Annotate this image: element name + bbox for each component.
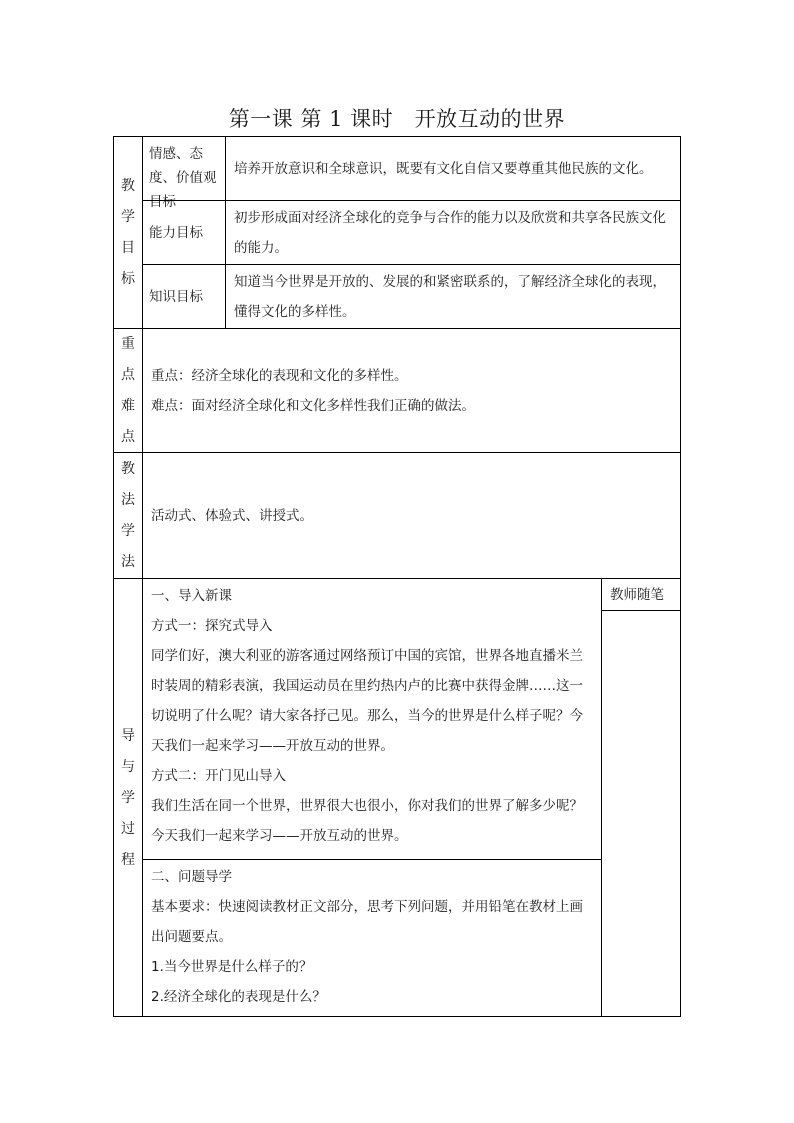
knowledge-goal-text: [225, 264, 681, 328]
intro-heading: 一、导入新课: [151, 588, 232, 604]
key-point-line: 重点：经济全球化的表现和文化的多样性。: [151, 367, 408, 384]
methods-label-char: 教: [121, 460, 135, 477]
key-points-label: [113, 328, 142, 452]
process-label-char: 导: [121, 727, 135, 744]
goals-label: [113, 136, 142, 328]
methods-label-char: 法: [121, 553, 135, 570]
intro-method-two-heading: 方式二：开门见山导入: [151, 768, 286, 784]
guided-question-1: 1.当今世界是什么样子的？: [151, 959, 313, 975]
methods-label-char: 法: [121, 491, 135, 508]
process-label-char: 与: [121, 758, 135, 775]
ability-goal-text: [225, 200, 681, 264]
emotion-goal-label-text: 情感、态度、价值观目标: [149, 146, 217, 210]
goals-label-char: 目: [121, 239, 135, 256]
page-title: 第一课 第 1 课时 开放互动的世界: [228, 107, 566, 131]
teacher-notes-header-text: 教师随笔: [610, 587, 664, 603]
emotion-goal-paragraph: 培养开放意识和全球意识，既要有文化自信又要尊重其他民族的文化。: [234, 160, 653, 177]
process-label-char: 过: [121, 820, 135, 837]
guided-questions-heading: 二、问题导学: [151, 869, 232, 885]
ability-goal-label: [142, 200, 225, 264]
guided-questions-section: [142, 859, 601, 1017]
intro-method-one-heading: 方式一：探究式导入: [151, 618, 273, 634]
methods-label-char: 学: [121, 522, 135, 539]
intro-method-one-text: 同学们好，澳大利亚的游客通过网络预订中国的宾馆，世界各地直播米兰时装周的精彩表演，我国运动员在里约热内卢的比赛中获得金牌……这一切说明了什么呢？请大家各抒己见。那么，当今的世界是什么样子呢？今天我们一起来学习——开放互动的世界。: [151, 648, 583, 754]
ability-goal-label-text: 能力目标: [149, 224, 203, 241]
methods-text: 活动式、体验式、讲授式。: [151, 507, 313, 524]
methods-label: [113, 452, 142, 578]
goals-label-char: 学: [121, 208, 135, 225]
process-label-char: 程: [121, 851, 135, 868]
process-label-char: 学: [121, 789, 135, 806]
key-points-label-char: 难: [121, 397, 135, 414]
key-points-label-char: 点: [121, 366, 135, 383]
teacher-notes-area: [601, 610, 681, 1017]
knowledge-goal-label: [142, 264, 225, 328]
process-label: [113, 578, 142, 1017]
ability-goal-paragraph: 初步形成面对经济全球化的竞争与合作的能力以及欣赏和共享各民族文化的能力。: [234, 210, 666, 256]
intro-method-two-text: 我们生活在同一个世界，世界很大也很小，你对我们的世界了解多少呢？今天我们一起来学习——开放互动的世界。: [151, 798, 583, 844]
knowledge-goal-label-text: 知识目标: [149, 288, 203, 305]
emotion-goal-text: [225, 136, 681, 200]
goals-label-char: 标: [121, 270, 135, 287]
key-points-label-char: 点: [121, 428, 135, 445]
key-points-content: [142, 328, 681, 452]
methods-content: [142, 452, 681, 578]
knowledge-goal-paragraph: 知道当今世界是开放的、发展的和紧密联系的，了解经济全球化的表现，懂得文化的多样性。: [234, 274, 666, 320]
teacher-notes-header: [601, 578, 681, 610]
guided-questions-requirement: 基本要求：快速阅读教材正文部分，思考下列问题，并用铅笔在教材上画出问题要点。: [151, 899, 583, 945]
guided-question-2: 2.经济全球化的表现是什么？: [151, 989, 326, 1005]
emotion-goal-label: [142, 136, 225, 210]
goals-label-char: 教: [121, 177, 135, 194]
intro-section: [142, 578, 601, 859]
difficult-point-line: 难点：面对经济全球化和文化多样性我们正确的做法。: [151, 397, 475, 414]
key-points-label-char: 重: [121, 335, 135, 352]
